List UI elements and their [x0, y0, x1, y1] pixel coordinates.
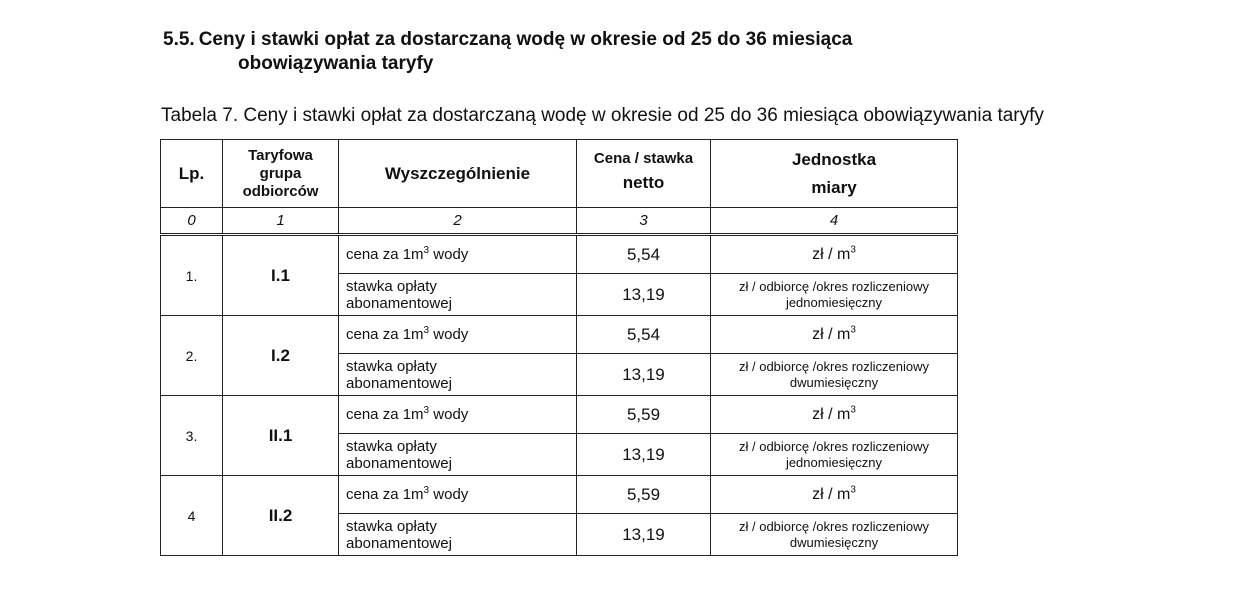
row-fee-unit: zł / odbiorcę /okres rozliczeniowy dwumiesięczny	[711, 354, 958, 396]
row-price-value: 5,59	[577, 396, 711, 434]
index-cell: 1	[223, 208, 339, 235]
row-price-unit: zł / $m^3$	[711, 316, 958, 354]
row-fee-value: 13,19	[577, 514, 711, 556]
row-fee-unit: zł / odbiorcę /okres rozliczeniowy dwumiesięczny	[711, 514, 958, 556]
row-lp: 1.	[161, 235, 223, 316]
row-price-value: 5,59	[577, 476, 711, 514]
header-price: Cena / stawka netto	[577, 140, 711, 208]
index-cell: 3	[577, 208, 711, 235]
index-cell: 2	[339, 208, 577, 235]
row-lp: 4	[161, 476, 223, 556]
header-description: Wyszczególnienie	[339, 140, 577, 208]
row-group: II.2	[223, 476, 339, 556]
row-group: I.1	[223, 235, 339, 316]
table-row	[161, 476, 958, 514]
row-price-unit: zł / $m^3$	[711, 396, 958, 434]
row-price-label: cena za $1m^3$ wody	[339, 235, 577, 274]
row-price-value: 5,54	[577, 316, 711, 354]
row-price-label: cena za $1m^3$ wody	[339, 476, 577, 514]
section-title-line2: obowiązywania taryfy	[238, 53, 434, 74]
section-title-line1: Ceny i stawki opłat za dostarczaną wodę w okresie od 25 do 36 miesiąca	[198, 29, 853, 50]
index-cell: 4	[711, 208, 958, 235]
table-row	[161, 396, 958, 434]
header-row	[161, 140, 958, 208]
row-price-label: cena za $1m^3$ wody	[339, 316, 577, 354]
row-price-unit: zł / $m^3$	[711, 235, 958, 274]
row-fee-unit: zł / odbiorcę /okres rozliczeniowy jednomiesięczny	[711, 274, 958, 316]
table-caption: Tabela 7. Ceny i stawki opłat za dostarczaną wodę w okresie od 25 do 36 miesiąca obowiązywania taryfy	[161, 105, 1044, 126]
row-group: II.1	[223, 396, 339, 476]
row-lp: 2.	[161, 316, 223, 396]
table-row	[161, 316, 958, 354]
section-number: 5.5.	[163, 29, 195, 50]
index-cell: 0	[161, 208, 223, 235]
table-row	[161, 235, 958, 274]
header-lp: Lp.	[161, 140, 223, 208]
row-fee-label: stawka opłaty abonamentowej	[339, 434, 577, 476]
row-price-unit: zł / $m^3$	[711, 476, 958, 514]
row-fee-label: stawka opłaty abonamentowej	[339, 354, 577, 396]
row-group: I.2	[223, 316, 339, 396]
row-fee-value: 13,19	[577, 434, 711, 476]
row-price-value: 5,54	[577, 235, 711, 274]
row-fee-label: stawka opłaty abonamentowej	[339, 514, 577, 556]
section-heading	[163, 28, 852, 76]
row-fee-value: 13,19	[577, 354, 711, 396]
tariff-table	[160, 139, 958, 556]
header-unit: Jednostka miary	[711, 140, 958, 208]
row-price-label: cena za $1m^3$ wody	[339, 396, 577, 434]
row-fee-value: 13,19	[577, 274, 711, 316]
row-lp: 3.	[161, 396, 223, 476]
row-fee-unit: zł / odbiorcę /okres rozliczeniowy jednomiesięczny	[711, 434, 958, 476]
index-row	[161, 208, 958, 235]
row-fee-label: stawka opłaty abonamentowej	[339, 274, 577, 316]
header-group: Taryfowa grupa odbiorców	[223, 140, 339, 208]
